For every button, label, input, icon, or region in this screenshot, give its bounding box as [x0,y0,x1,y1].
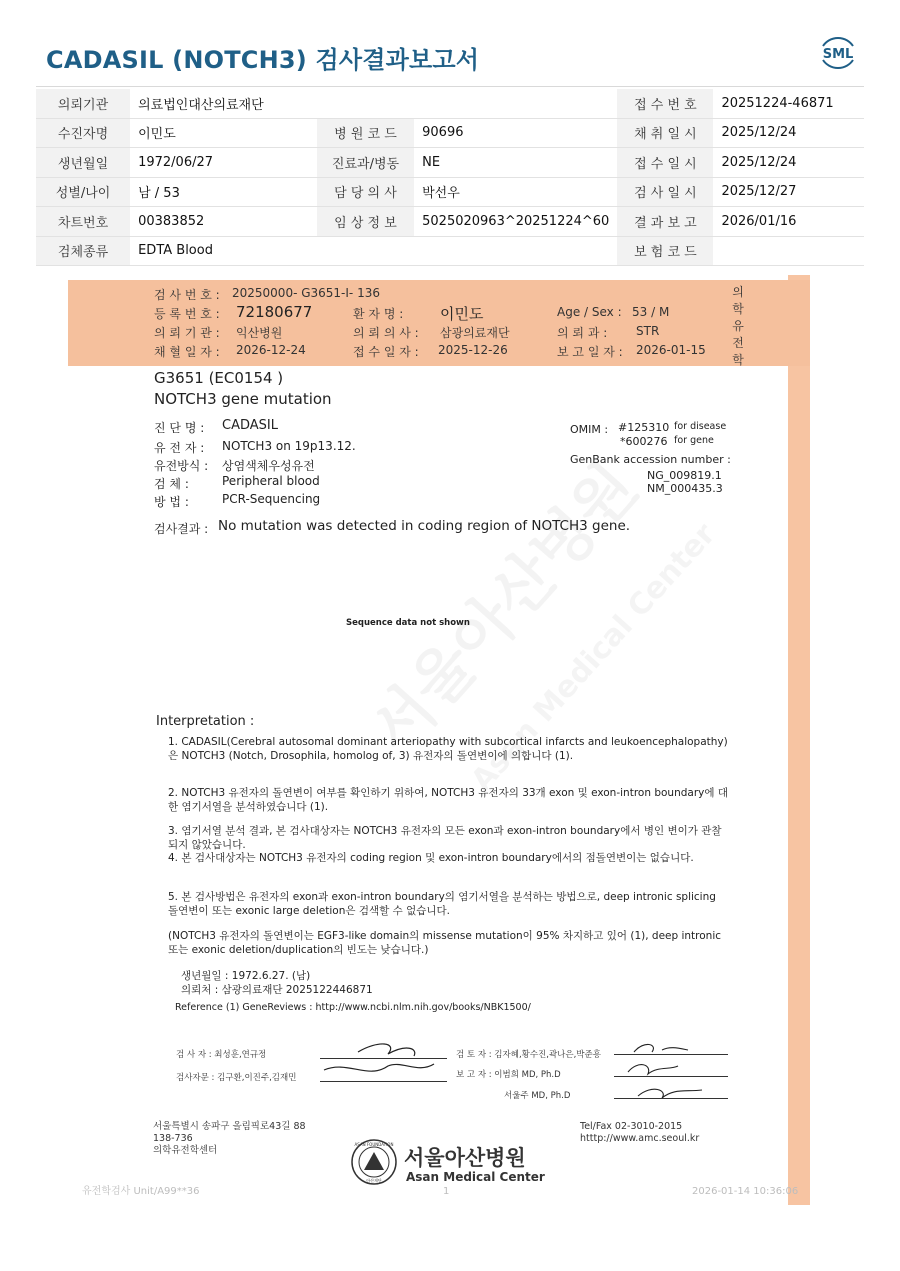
info-label [317,89,414,118]
result-text: No mutation was detected in coding region of NOTCH3 gene. [218,518,631,534]
info-label [317,236,414,266]
receive-label: 접 수 일 자 : [353,345,419,359]
logo-text: SML [822,47,854,62]
signatures [318,1030,738,1110]
specimen-label: 검 체 : [154,477,189,491]
top-divider [36,86,864,87]
info-label: 접 수 번 호 [617,89,713,118]
req-doc: 삼광의료재단 [440,326,510,340]
info-value: 2025/12/24 [713,118,864,148]
info-label: 생년월일 [36,148,130,178]
test-code: G3651 (EC0154 ) [154,369,284,387]
address-line-1: 서울특별시 송파구 올림픽로43길 88 [153,1121,306,1132]
examiner: 검 사 자 : 최성훈,연규정 [176,1050,267,1060]
interp-note: (NOTCH3 유전자의 돌연변이는 EGF3-like domain의 missense mutation이 95% 차지하고 있어 (1), deep intronic 또는 exonic deletion/duplication의 빈도는 낮습니다.) [168,930,722,956]
report-date-label: 보 고 일 자 : [557,345,623,359]
patient-info-table [36,89,864,266]
interp-item-2: 2. NOTCH3 유전자의 돌연변이 여부를 확인하기 위하여, NOTCH3 유전자의 33개 exon 및 exon-intron boundary에 대한 염기서열을 분석하였습니다 (1). [168,787,728,813]
test-name: NOTCH3 gene mutation [154,390,332,408]
info-label: 임 상 정 보 [317,207,414,237]
info-value [414,236,617,266]
watermark-kr [346,441,653,768]
patient-name: 이민도 [440,305,484,323]
reporter: 보 고 자 : 이범희 MD, Ph.D [456,1070,561,1080]
info-value: NE [414,148,617,178]
exam-no-label: 검 사 번 호 : [154,288,220,302]
hospital-name-kr: 서울아산병원 [404,1146,526,1170]
diag: CADASIL [222,418,278,433]
info-value: 박선우 [414,177,617,207]
info-value: EDTA Blood [130,236,317,266]
birth-line: 생년월일 : 1972.6.27. (남) [181,970,311,982]
info-value: 5025020963^20251224^60 [414,207,617,237]
info-value: 이민도 [130,118,317,148]
reporter-2: 서울주 MD, Ph.D [504,1091,571,1101]
collect-label: 채 혈 일 자 : [154,345,220,359]
info-value: 2025/12/24 [713,148,864,178]
report-side-band [788,275,810,1205]
info-label: 차트번호 [36,207,130,237]
website: htttp://www.amc.seoul.kr [580,1133,700,1144]
info-label: 수진자명 [36,118,130,148]
interp-item-3: 3. 염기서열 분석 결과, 본 검사대상자는 NOTCH3 유전자의 모든 exon과 exon-intron boundary에서 병인 변이가 관찰되지 않았습니다. [168,825,722,851]
gene-label: 유 전 자 : [154,441,205,455]
interp-item-4: 4. 본 검사대상자는 NOTCH3 유전자의 coding region 및 exon-intron boundary에서의 점돌연변이는 없습니다. [168,852,694,864]
info-label: 보 험 코 드 [617,236,713,266]
info-label: 병 원 코 드 [317,118,414,148]
genbank-2: NM_000435.3 [647,482,723,495]
info-value: 20251224-46871 [713,89,864,118]
address-line-3: 의학유전학센터 [153,1145,218,1156]
interp-item-5: 5. 본 검사방법은 유전자의 exon과 exon-intron boundary의 염기서열을 분석하는 방법으로, deep intronic splicing 돌연변이 또는 exonic large deletion은 검색할 수 없습니다. [168,891,716,917]
info-value: 남 / 53 [130,177,317,207]
info-value [414,89,617,118]
dept-label: 의 뢰 과 : [557,326,608,340]
footer-timestamp: 2026-01-14 10:36:06 [692,1186,799,1197]
sml-logo [815,30,861,76]
reviewer: 검 토 자 : 김자혜,황수진,곽나은,박준흥 [456,1050,601,1060]
interp-item-1: 1. CADASIL(Cerebral autosomal dominant arteriopathy with subcortical infarcts and leukoencephalopathy)은 NOTCH3 (Notch, Drosophila, homolog of, 3) 유전자의 돌연변이에 의합니다 (1). [168,736,728,762]
info-value: 2025/12/27 [713,177,864,207]
info-label: 담 당 의 사 [317,177,414,207]
info-value [713,236,864,266]
svg-text:ASAN FOUNDATION: ASAN FOUNDATION [354,1142,394,1147]
info-row [36,148,864,178]
info-row [36,118,864,148]
info-label: 검 사 일 시 [617,177,713,207]
address-line-2: 138-736 [153,1133,193,1144]
diag-label: 진 단 명 : [154,421,205,435]
tel-fax: Tel/Fax 02-3010-2015 [580,1121,683,1132]
reference: Reference (1) GeneReviews : http://www.ncbi.nlm.nih.gov/books/NBK1500/ [175,1002,531,1013]
result-label: 검사결과 : [154,522,209,536]
method: PCR-Sequencing [222,492,321,506]
info-label: 성별/나이 [36,177,130,207]
info-value: 1972/06/27 [130,148,317,178]
info-label: 의뢰기관 [36,89,130,118]
info-value: 의료법인대산의료재단 [130,89,317,118]
omim-gene-note: for gene [674,435,714,446]
asan-foundation-emblem [350,1138,398,1186]
report-title: CADASIL (NOTCH3) 검사결과보고서 [46,46,480,74]
genbank-1: NG_009819.1 [647,469,722,482]
reg-no: 72180677 [236,303,313,321]
omim-disease: #125310 [618,421,670,434]
omim-label: OMIM : [570,423,609,436]
omim-gene: *600276 [620,435,668,448]
genbank-label: GenBank accession number : [570,453,731,466]
req-doc-label: 의 뢰 의 사 : [353,326,419,340]
req-org-label: 의 뢰 기 관 : [154,326,220,340]
report-date: 2026-01-15 [636,343,706,357]
footer-unit: 유전학검사 Unit/A99**36 [82,1186,200,1197]
age-sex: 53 / M [632,305,670,319]
inherit-label: 유전방식 : [154,459,209,473]
info-value: 00383852 [130,207,317,237]
info-label: 결 과 보 고 [617,207,713,237]
inherit: 상염색체우성유전 [222,459,315,473]
exam-no: 20250000- G3651-I- 136 [232,286,380,300]
hospital-name-en: Asan Medical Center [406,1170,545,1184]
req-org: 익산병원 [236,326,283,340]
specimen: Peripheral blood [222,474,320,488]
info-label: 접 수 일 시 [617,148,713,178]
receive-date: 2025-12-26 [438,343,508,357]
age-sex-label: Age / Sex : [557,305,622,319]
patient-label: 환 자 명 : [353,307,404,321]
info-row [36,177,864,207]
svg-text:아산재단: 아산재단 [366,1178,382,1183]
footer-page: 1 [443,1186,450,1197]
interpretation-title: Interpretation : [156,714,255,729]
reg-no-label: 등 록 번 호 : [154,307,220,321]
info-label: 진료과/병동 [317,148,414,178]
info-row [36,236,864,266]
info-row [36,89,864,118]
omim-disease-note: for disease [674,421,727,432]
info-label: 검체종류 [36,236,130,266]
info-value: 90696 [414,118,617,148]
gene: NOTCH3 on 19p13.12. [222,439,356,453]
advisor: 검사자문 : 김구환,이진주,김재민 [176,1073,297,1083]
info-label: 채 취 일 시 [617,118,713,148]
info-row [36,207,864,237]
sequence-note: Sequence data not shown [346,618,470,628]
info-value: 2026/01/16 [713,207,864,237]
method-label: 방 법 : [154,495,189,509]
request-line: 의뢰처 : 삼광의료재단 2025122446871 [181,984,373,996]
vertical-dept-label: 의 학 유 전 학 [732,285,744,367]
collect-date: 2026-12-24 [236,343,306,357]
dept: STR [636,324,660,338]
